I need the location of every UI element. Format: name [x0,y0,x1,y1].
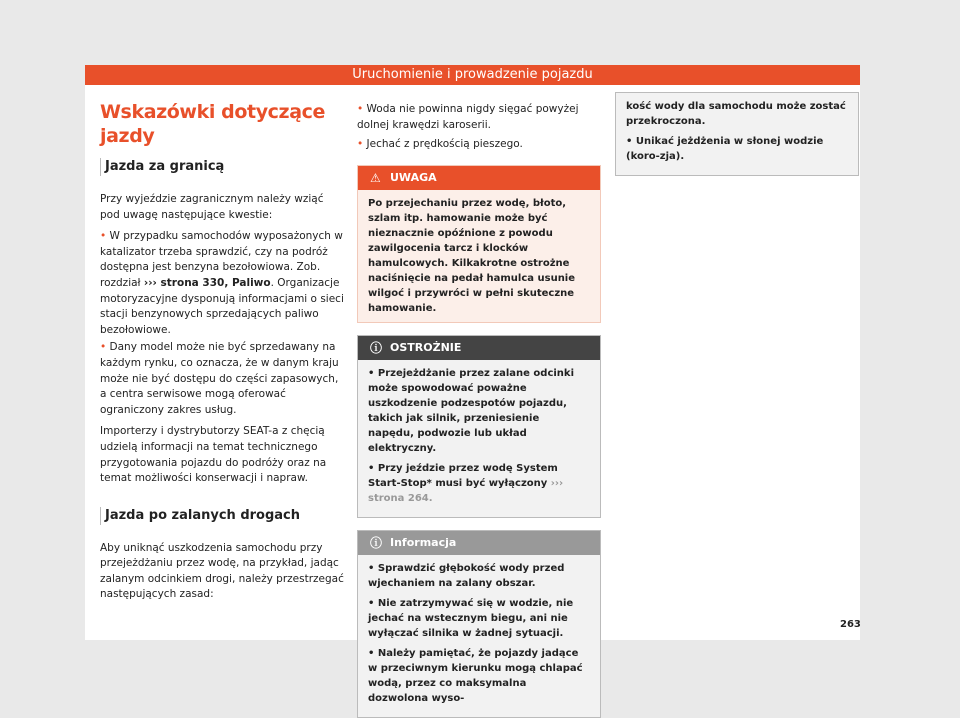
warning-triangle-icon: ⚠ [370,170,381,185]
cross-reference-link[interactable]: ››› strona 330, Paliwo [143,276,271,289]
list-item: • Woda nie powinna nigdy sięgać powyżej dolnej krawędzi karoserii. [357,103,579,131]
intro-text: Przy wyjeździe zagranicznym należy wziąć pod uwagę następujące kwestie: [100,193,324,221]
page-number: 263 [840,619,861,630]
bullet-icon: • [357,138,367,151]
list-item: • Przy jeździe przez wodę System Start-Stop* musi być wyłączony ››› strona 264. [368,462,564,504]
bullet-icon: • [357,103,367,115]
column-right [615,92,859,176]
column-left [100,100,344,609]
list-item: • Przejeżdżanie przez zalane odcinki może spowodować poważne uszkodzenie podzespotów pojazdu, takich jak silnik, przeniesienie napędu, podwozie lub układ elektryczny. [368,367,575,454]
section-heading-abroad: Jazda za granicą [100,158,344,176]
header-title: Uruchomienie i prowadzenie pojazdu [352,67,593,82]
paragraph: Aby uniknąć uszkodzenia samochodu przy przejeżdżaniu przez wodę, na przykład, jadąc zalanym odcinkiem drogi, należy przestrzegać następujących zasad: [100,541,344,601]
info-header: ⓘ Informacja [358,531,600,555]
warning-header: ⚠ UWAGA [358,166,600,190]
section-heading-flooded: Jazda po zalanych drogach [100,507,344,525]
info-box [357,530,601,718]
list-item: • Unikać jeżdżenia w słonej wodzie (koro-zja). [626,136,824,162]
caution-box [357,335,601,518]
paragraph: Importerzy i dystrybutorzy SEAT-a z chęcią udzielą informacji na temat technicznego przygotowania pojazdu do podróży oraz na temat możliwości konserwacji i napraw. [100,425,327,485]
list-item: • W przypadku samochodów wyposażonych w katalizator trzeba sprawdzić, czy na podróż dostępna jest benzyna bezołowiowa. Zob. rozdział ››› strona 330, Paliwo. Organizacje motoryzacyjne dysponują informacjami o sieci stacji benzynowych sprzedających paliwo bezołowiowe. [100,230,344,336]
caution-header: ⓘ OSTROŻNIE [358,336,600,360]
caution-circle-icon: ⓘ [370,340,383,355]
list-item: • Należy pamiętać, że pojazdy jadące w przeciwnym kierunku mogą chlapać wodą, przez co maksymalna dozwolona wyso- [368,647,583,704]
bullet-icon: • [100,341,110,354]
list-item: • Dany model może nie być sprzedawany na każdym rynku, co oznacza, że w danym kraju może nie być dostępu do części zapasowych, a centra serwisowe mogą oferować ograniczony zakres usług. [100,341,339,416]
warning-box [357,165,601,323]
info-icon: ⓘ [370,535,383,550]
warning-text: Po przejechaniu przez wodę, błoto, szlam itp. hamowanie może być nieznacznie opóźnione z powodu zawilgocenia tarcz i klocków hamulcowych. Kilkakrotne ostrożne naciśnięcie na pedał hamulca usunie wilgoć i przywróci w pełni skuteczne hamowanie. [368,197,576,314]
info-box-continued [615,92,859,176]
page-header [85,65,860,85]
list-item: • Nie zatrzymywać się w wodzie, nie jechać na wstecznym biegu, ani nie wyłączać silnika w żadnej sytuacji. [368,597,574,639]
page-title: Wskazówki dotyczące jazdy [100,101,325,147]
column-middle [357,102,601,718]
list-item: • Jechać z prędkością pieszego. [357,138,523,151]
cross-reference-link[interactable]: ››› strona 264. [368,477,564,504]
continued-text: kość wody dla samochodu może zostać przekroczona. [626,101,846,127]
list-item: • Sprawdzić głębokość wody przed wjechaniem na zalany obszar. [368,562,565,589]
bullet-icon: • [100,230,110,243]
